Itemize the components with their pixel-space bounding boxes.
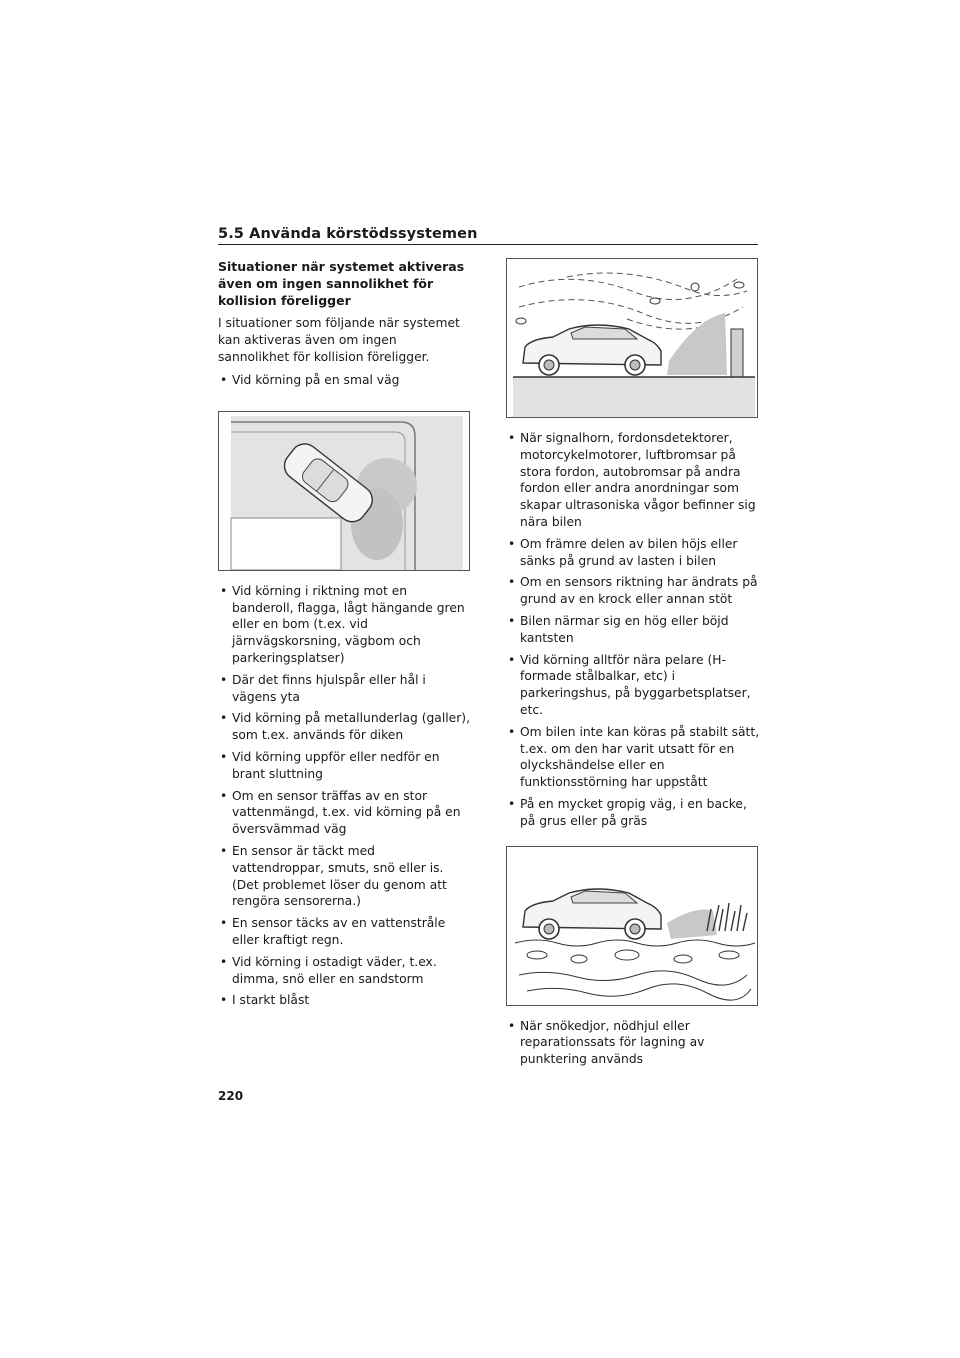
list-item: • Bilen närmar sig en hög eller böjd kantsten <box>506 613 760 647</box>
list-item: • I starkt blåst <box>218 992 470 1009</box>
list-item: • Vid körning alltför nära pelare (H-formade stålbalkar, etc) i parkeringshus, på byggarbetsplatser, etc. <box>506 652 760 719</box>
list-item: • En sensor är täckt med vattendroppar, smuts, snö eller is. (Det problemet löser du genom att rengöra sensorerna.) <box>218 843 470 910</box>
bullet-list-end <box>506 1018 760 1068</box>
list-item: • När snökedjor, nödhjul eller reparationssats för lagning av punktering används <box>506 1018 760 1068</box>
list-item: • Vid körning på metallunderlag (galler), som t.ex. används för diken <box>218 710 470 744</box>
list-item: • Vid körning på en smal väg <box>218 372 470 389</box>
left-column <box>218 258 470 1014</box>
intro-paragraph: I situationer som följande när systemet kan aktiveras även om ingen sannolikhet för kollision föreligger. <box>218 316 460 364</box>
list-item: • Vid körning i riktning mot en banderoll, flagga, lågt hängande gren eller en bom (t.ex. vid järnvägskorsning, vägbom och parkeringsplatser) <box>218 583 470 667</box>
list-item: • Där det finns hjulspår eller hål i vägens yta <box>218 672 470 706</box>
page-number: 220 <box>218 1089 244 1103</box>
list-item: • Om en sensors riktning har ändrats på grund av en krock eller annan stöt <box>506 574 760 608</box>
rough-road-illustration <box>506 846 758 1006</box>
list-item: • Om en sensor träffas av en stor vattenmängd, t.ex. vid körning på en översvämmad väg <box>218 788 470 838</box>
list-item: • Vid körning uppför eller nedför en brant sluttning <box>218 749 470 783</box>
bullet-list-top <box>218 372 470 389</box>
list-item: • Om bilen inte kan köras på stabilt sätt, t.ex. om den har varit utsatt för en olyckshändelse eller en funktionsstörning har uppstått <box>506 724 760 791</box>
list-item: • En sensor täcks av en vattenstråle eller kraftigt regn. <box>218 915 470 949</box>
section-rule <box>218 244 758 245</box>
bullet-list-right <box>506 430 760 830</box>
section-title: 5.5 Använda körstödssystemen <box>218 226 478 242</box>
list-item: • Vid körning i ostadigt väder, t.ex. dimma, snö eller en sandstorm <box>218 954 470 988</box>
right-column <box>506 258 760 1073</box>
subsection-heading: Situationer när systemet aktiveras även om ingen sannolikhet för kollision föreligger <box>218 259 465 308</box>
list-item: • Om främre delen av bilen höjs eller sänks på grund av lasten i bilen <box>506 536 760 570</box>
strong-wind-illustration <box>506 258 758 418</box>
narrow-road-illustration <box>218 411 470 571</box>
bullet-list-left <box>218 583 470 1009</box>
list-item: • På en mycket gropig väg, i en backe, på grus eller på gräs <box>506 796 760 830</box>
list-item: • När signalhorn, fordonsdetektorer, motorcykelmotorer, luftbromsar på stora fordon, autobromsar på andra fordon eller andra anordningar som skapar ultrasoniska vågor befinner sig nära bilen <box>506 430 760 531</box>
